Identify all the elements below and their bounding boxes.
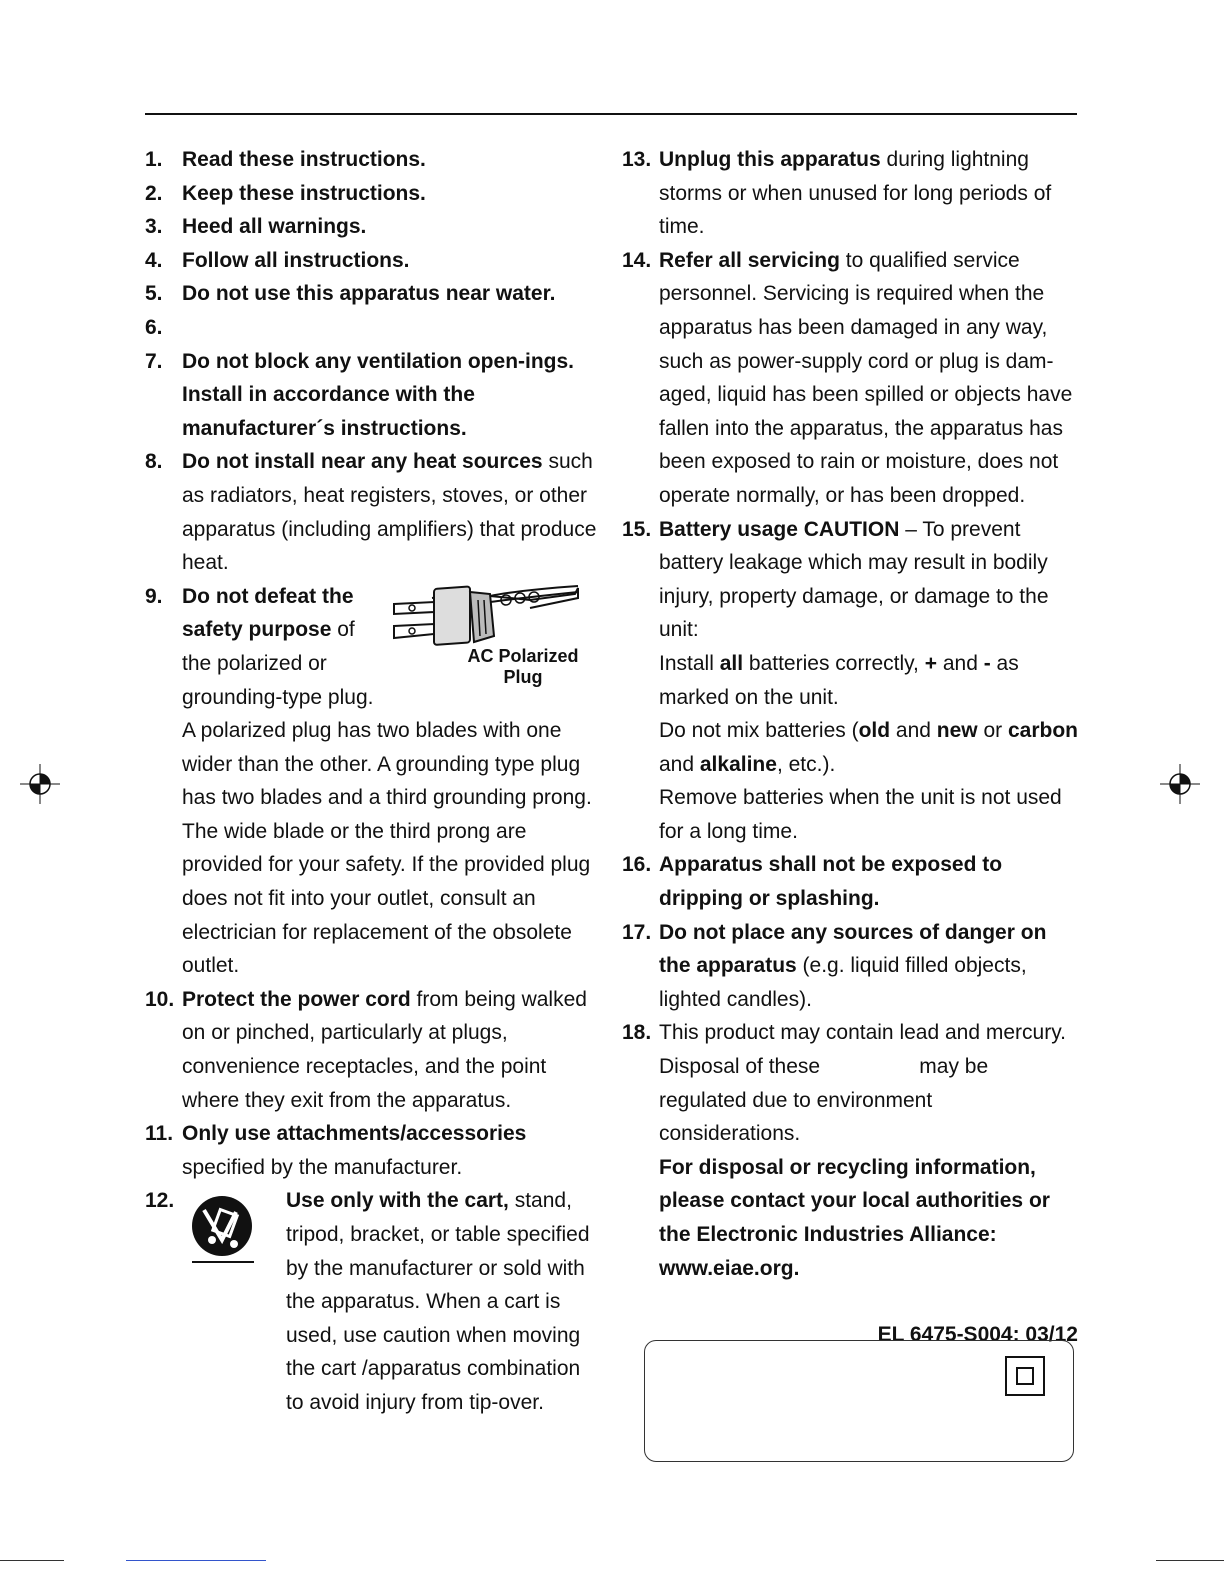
item-text: of the polarized or grounding-type plug. A polarized plug has two blades with one wider than the other. A grounding type plug has two blades and a third grounding prong. The wide blade or the third prong are provided for your safety. If the provided plug does not fit into your outlet, consult an electrician for replacement of the obsolete outlet.	[182, 618, 592, 978]
battery-line-mix: Do not mix batteries (old and new or carbon and alkaline, etc.).	[659, 719, 1078, 776]
item-number: 12.	[145, 1189, 175, 1213]
item-number: 3.	[145, 215, 163, 239]
list-item	[145, 143, 600, 177]
list-item	[622, 848, 1078, 915]
list-item	[145, 1117, 600, 1184]
list-item	[145, 983, 600, 1117]
registration-mark-icon	[1160, 764, 1200, 804]
item-number: 14.	[622, 248, 652, 272]
crop-line	[1156, 1560, 1224, 1561]
list-item	[145, 177, 600, 211]
item-number: 9.	[145, 584, 163, 608]
item-heading: Apparatus shall not be exposed to dripping or splashing.	[659, 853, 1003, 911]
item-number: 1.	[145, 148, 163, 171]
crop-line	[126, 1560, 266, 1561]
battery-line-remove: Remove batteries when the unit is not used for a long time.	[659, 786, 1062, 843]
list-item	[145, 445, 600, 579]
list-item-12	[145, 1184, 600, 1419]
item-text: – To prevent battery leakage which may result in bodily injury, property damage, or damage to the unit:	[659, 517, 1049, 642]
item-number: 11.	[145, 1122, 174, 1146]
list-item	[622, 916, 1078, 1017]
item-heading: Use only with the cart,	[286, 1189, 509, 1213]
item-heading: Do not use this apparatus near water.	[182, 282, 556, 306]
item-heading: Do not defeat the safety purpose	[182, 584, 354, 642]
registration-mark-icon	[20, 764, 60, 804]
list-item	[622, 143, 1078, 244]
item-number: 17.	[622, 920, 652, 944]
item-number: 18.	[622, 1021, 652, 1045]
double-insulation-icon	[1005, 1356, 1045, 1396]
list-item	[145, 210, 600, 244]
model-code: EL 6475-S004: 03/12	[877, 1323, 1078, 1347]
item-number: 2.	[145, 181, 163, 205]
list-item-15	[622, 513, 1078, 849]
cart-tipover-icon	[182, 1190, 262, 1270]
item-text: from being walked on or pinched, particularly at plugs, convenience receptacles, and the point where they exit from the apparatus.	[182, 987, 587, 1112]
item-number: 10.	[145, 987, 175, 1011]
plug-caption: AC Polarized Plug	[467, 645, 579, 687]
item-heading: Unplug this apparatus	[659, 148, 881, 171]
cart-warning-figure	[182, 1190, 286, 1280]
item-text: (e.g. liquid filled objects, lighted candles).	[659, 954, 1027, 1011]
item-number: 7.	[145, 349, 163, 373]
list-item	[145, 345, 600, 446]
right-column	[622, 143, 1078, 1352]
list-item	[622, 244, 1078, 513]
item-text: during lightning storms or when unused for long periods of time.	[659, 148, 1052, 239]
item-heading: Only use attachments/accessories	[182, 1122, 527, 1146]
item-heading: Protect the power cord	[182, 987, 411, 1011]
item-heading: Keep these instructions.	[182, 181, 426, 205]
item-text: stand, tripod, bracket, or table specified by the manufacturer or sold with the apparatus. When a cart is used, use caution when moving the cart /apparatus combination to avoid injury from tip-over.	[286, 1189, 590, 1414]
plug-icon	[390, 580, 600, 650]
item-heading: Heed all warnings.	[182, 215, 367, 239]
ac-polarized-plug-figure	[390, 580, 600, 704]
item-heading: Read these instructions.	[182, 148, 426, 171]
item-number: 8.	[145, 450, 163, 474]
item-number: 16.	[622, 853, 652, 877]
item-heading: For disposal or recycling information, please contact your local authorities or the Electronic Industries Alliance: www.eiae.org.	[659, 1155, 1050, 1280]
list-item	[145, 244, 600, 278]
list-item	[145, 277, 600, 311]
item-text: This product may contain lead and mercury. Disposal of these may be regulated due to environment considerations.	[659, 1021, 1072, 1146]
class-ii-symbol-box	[644, 1340, 1074, 1462]
list-item-18	[622, 1016, 1078, 1285]
list-item-9	[145, 580, 600, 983]
battery-line-install: Install all batteries correctly, + and - as marked on the unit.	[659, 651, 1019, 709]
item-number: 13.	[622, 148, 652, 171]
crop-line	[0, 1560, 64, 1561]
item-heading: Refer all servicing	[659, 248, 840, 272]
item-text: such as radiators, heat registers, stoves, or other apparatus (including amplifiers) that produce heat.	[182, 450, 597, 575]
item-heading: Battery usage CAUTION	[659, 517, 900, 541]
item-text: to qualified service personnel. Servicing is required when the apparatus has been damaged in any way, such as power-supply cord or plug is dam-aged, liquid has been spilled or objects have fallen into the apparatus, the apparatus has been exposed to rain or moisture, does not operate normally, or has been dropped.	[659, 248, 1073, 507]
list-item	[145, 311, 600, 345]
item-text: specified by the manufacturer.	[182, 1155, 463, 1179]
top-rule	[145, 113, 1077, 115]
item-heading: Follow all instructions.	[182, 248, 410, 272]
item-heading: Do not place any sources of danger on the apparatus	[659, 920, 1047, 978]
item-number: 5.	[145, 282, 163, 306]
item-number: 4.	[145, 248, 163, 272]
item-number: 15.	[622, 517, 652, 541]
left-column	[145, 143, 600, 1420]
item-heading: Do not block any ventilation open-ings. Install in accordance with the manufacturer´s instructions.	[182, 349, 575, 440]
item-number: 6.	[145, 315, 163, 339]
item-heading: Do not install near any heat sources	[182, 450, 543, 474]
